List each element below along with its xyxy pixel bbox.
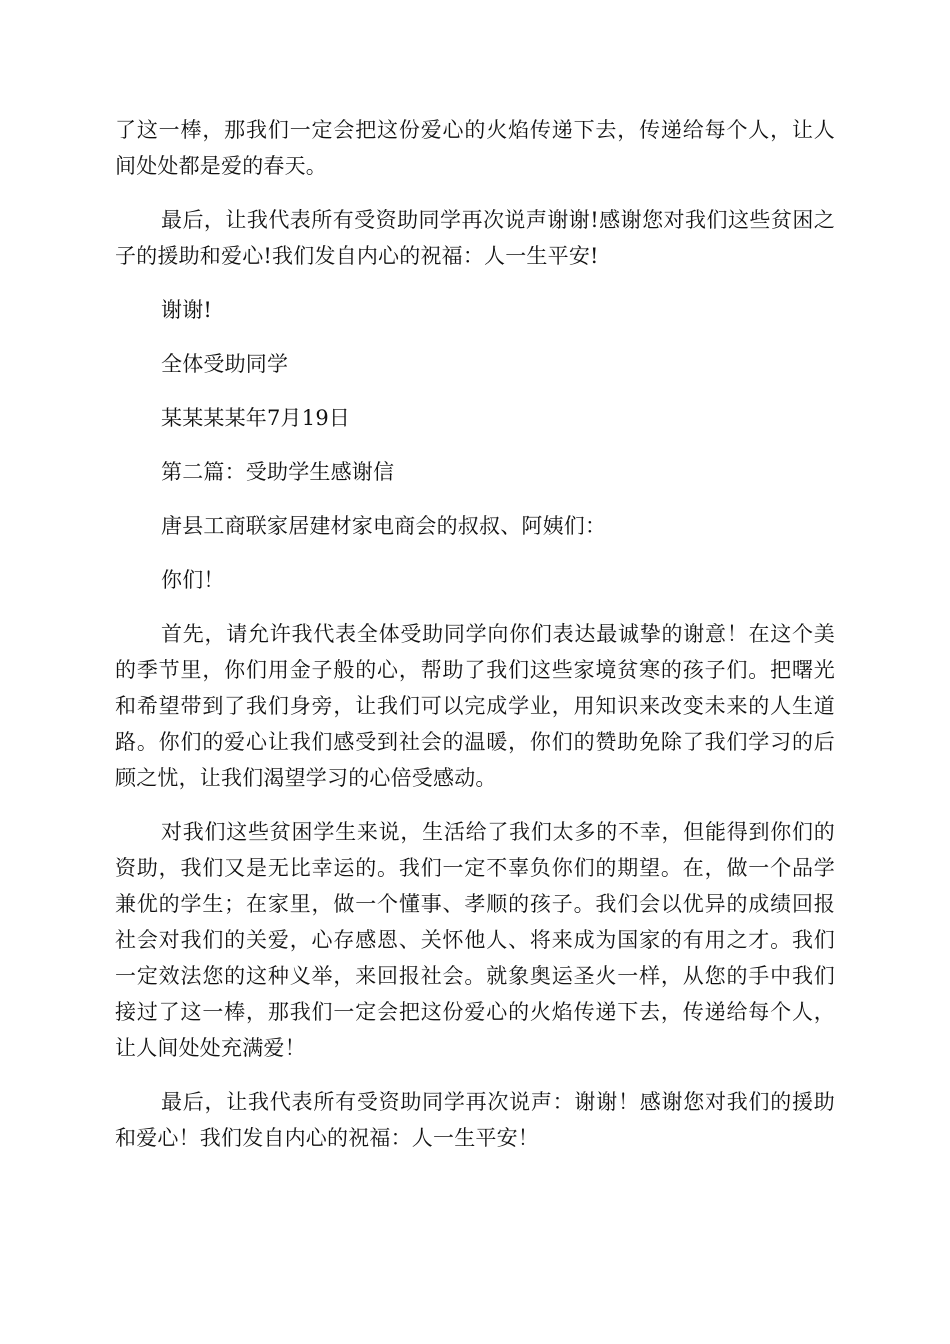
paragraph-commitment: 对我们这些贫困学生来说，生活给了我们太多的不幸，但能得到你们的资助，我们又是无比幸运的。我们一定不辜负你们的期望。在，做一个品学兼优的学生；在家里，做一个懂事、孝顺的孩子。我们会以优异的成绩回报社会对我们的关爱，心存感恩、关怀他人、将来成为国家的有用之才。我们一定效法您的这种义举，来回报社会。就象奥运圣火一样，从您的手中我们接过了这一棒，那我们一定会把这份爱心的火焰传递下去，传递给每个人，让人间处处充满爱！: [115, 820, 835, 1060]
signature-sender: 全体受助同学: [161, 352, 289, 376]
section-title: 第二篇：受助学生感谢信: [161, 460, 395, 484]
paragraph-thanks: 谢谢!: [161, 298, 213, 322]
paragraph-continuation: 了这一棒，那我们一定会把这份爱心的火焰传递下去，传递给每个人，让人间处处都是爱的春天。: [115, 118, 835, 178]
paragraph-gratitude: 首先，请允许我代表全体受助同学向你们表达最诚挚的谢意！在这个美的季节里，你们用金子般的心，帮助了我们这些家境贫寒的孩子们。把曙光和希望带到了我们身旁，让我们可以完成学业，用知识来改变未来的人生道路。你们的爱心让我们感受到社会的温暖，你们的赞助免除了我们学习的后顾之忧，让我们渴望学习的心倍受感动。: [115, 622, 835, 790]
paragraph-final-thanks: 最后，让我代表所有受资助同学再次说声：谢谢！感谢您对我们的援助和爱心！我们发自内心的祝福：人一生平安！: [115, 1090, 835, 1150]
signature-date: 某某某某年7月19日: [161, 406, 351, 430]
greeting: 你们！: [161, 568, 225, 592]
salutation: 唐县工商联家居建材家电商会的叔叔、阿姨们：: [161, 514, 607, 538]
document-page: [115, 112, 835, 1174]
paragraph-closing-thanks: 最后，让我代表所有受资助同学再次说声谢谢!感谢您对我们这些贫困之子的援助和爱心!我们发自内心的祝福：人一生平安!: [115, 208, 835, 268]
